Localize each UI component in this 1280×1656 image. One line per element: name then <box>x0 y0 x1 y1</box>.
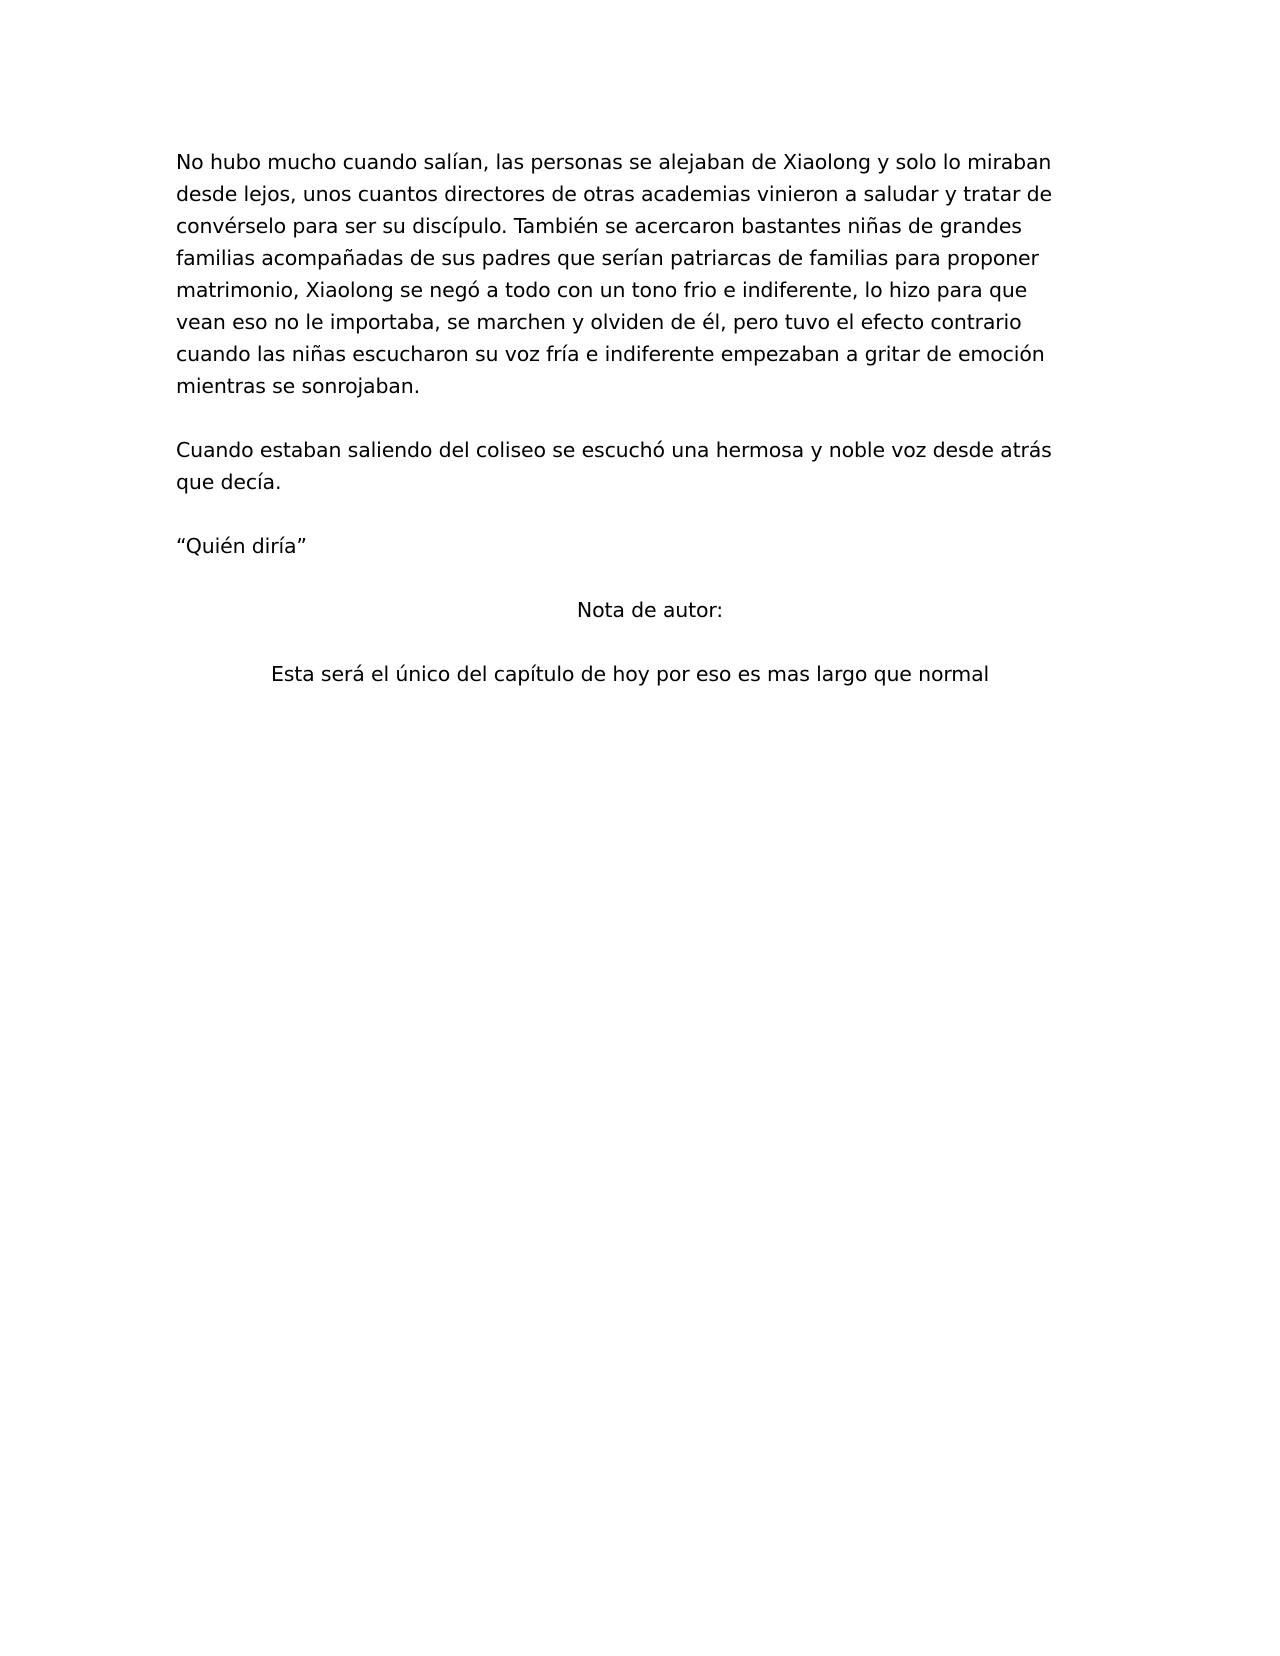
quote-paragraph <box>176 530 1116 562</box>
paragraph-1 <box>176 146 1116 402</box>
paragraph-1-line: familias acompañadas de sus padres que serían patriarcas de familias para proponer <box>176 246 1039 270</box>
paragraph-2-line: Cuando estaban saliendo del coliseo se escuchó una hermosa y noble voz desde atrás <box>176 438 1052 462</box>
paragraph-2-line: que decía. <box>176 470 282 494</box>
paragraph-1-line: mientras se sonrojaban. <box>176 374 420 398</box>
quote-text: “Quién diría” <box>176 534 307 558</box>
paragraph-2 <box>176 434 1116 498</box>
paragraph-1-line: No hubo mucho cuando salían, las personas se alejaban de Xiaolong y solo lo miraban <box>176 150 1052 174</box>
paragraph-1-line: cuando las niñas escucharon su voz fría e indiferente empezaban a gritar de emoción <box>176 342 1045 366</box>
paragraph-1-line: vean eso no le importaba, se marchen y olviden de él, pero tuvo el efecto contrario <box>176 310 1022 334</box>
paragraph-1-line: desde lejos, unos cuantos directores de otras academias vinieron a saludar y tratar de <box>176 182 1052 206</box>
author-note-body: Esta será el único del capítulo de hoy por eso es mas largo que normal <box>270 662 990 686</box>
author-note-title: Nota de autor: <box>576 598 724 622</box>
paragraph-1-line: matrimonio, Xiaolong se negó a todo con un tono frio e indiferente, lo hizo para que <box>176 278 1028 302</box>
paragraph-1-line: convérselo para ser su discípulo. También se acercaron bastantes niñas de grandes <box>176 214 1022 238</box>
